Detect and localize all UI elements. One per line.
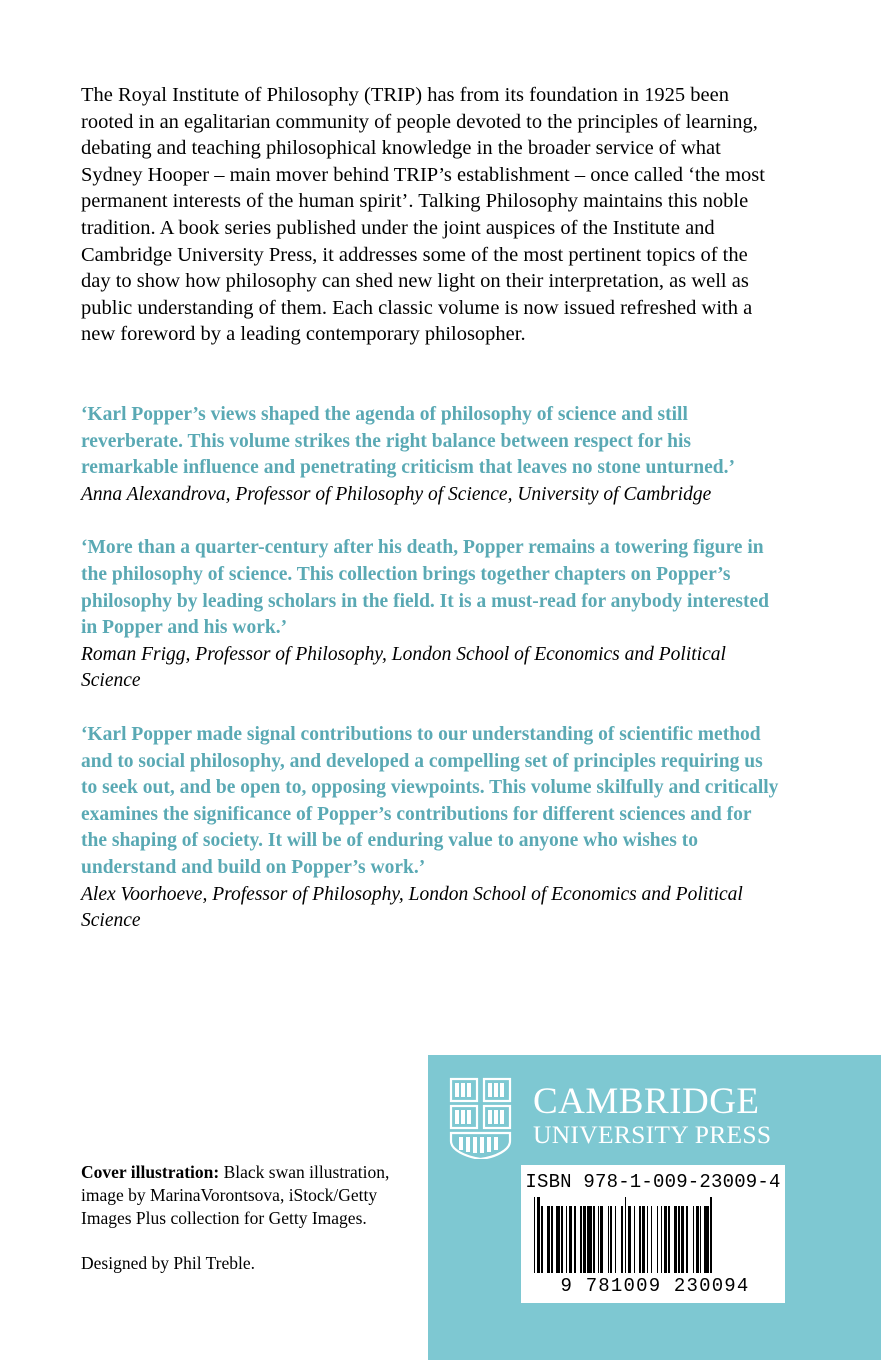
illustration-credit	[81, 1161, 411, 1230]
publisher-logo	[440, 1070, 800, 1162]
endorsement-quote: ‘Karl Popper made signal contributions to our understanding of scientific method and to social philosophy, and developed a compelling set of principles requiring us to seek out, and be open to, opposing viewpoints. This volume skilfully and critically examines the significance of Popper’s contributions for different sciences and for the shaping of society. It will be of enduring value to anyone who wishes to understand and build on Popper’s work.’	[81, 723, 779, 878]
endorsement-quote: ‘Karl Popper’s views shaped the agenda of philosophy of science and still reverberate. This volume strikes the right balance between respect for his remarkable influence and penetrating criticism that leaves no stone unturned.’	[81, 404, 735, 479]
endorsement-attribution: Anna Alexandrova, Professor of Philosophy of Science, University of Cambridge	[81, 483, 712, 505]
barcode-bars	[534, 1197, 772, 1273]
publisher-name	[533, 1083, 771, 1149]
endorsement-item	[81, 402, 781, 508]
illustration-credit-text: Black swan illustration, image by MarinaVorontsova, iStock/Getty Images Plus collection for Getty Images.	[81, 1162, 390, 1228]
endorsement-attribution: Alex Voorhoeve, Professor of Philosophy, London School of Economics and Political Science	[81, 883, 743, 932]
series-blurb: The Royal Institute of Philosophy (TRIP) has from its foundation in 1925 been rooted in an egalitarian community of people devoted to the principles of learning, debating and teaching philosophical knowledge in the broader service of what Sydney Hooper – main mover behind TRIP’s establishment – once called ‘the most permanent interests of the human spirit’. Talking Philosophy maintains this noble tradition. A book series published under the joint auspices of the Institute and Cambridge University Press, it addresses some of the most pertinent topics of the day to show how philosophy can shed new light on their interpretation, as well as public understanding of them. Each classic volume is now issued refreshed with a new foreword by a leading contemporary philosopher.	[81, 84, 765, 346]
endorsement-quote: ‘More than a quarter-century after his death, Popper remains a towering figure in the philosophy of science. This collection brings together chapters on Popper’s philosophy by leading scholars in the field. It is a must-read for anybody interested in Popper and his work.’	[81, 537, 770, 639]
isbn-barcode	[521, 1165, 785, 1303]
endorsement-attribution: Roman Frigg, Professor of Philosophy, London School of Economics and Political Science	[81, 643, 726, 692]
designer-credit: Designed by Phil Treble.	[81, 1253, 256, 1273]
cambridge-crest-icon	[445, 1073, 517, 1159]
endorsements-list	[81, 402, 781, 962]
isbn-label: ISBN 978-1-009-23009-4	[525, 1171, 781, 1193]
publisher-name-line1: CAMBRIDGE	[533, 1081, 760, 1123]
endorsement-item	[81, 722, 781, 935]
illustration-credit-label: Cover illustration:	[81, 1162, 220, 1182]
endorsement-item	[81, 535, 781, 695]
cover-credits	[81, 1161, 411, 1275]
publisher-name-line2: UNIVERSITY PRESS	[533, 1120, 772, 1150]
barcode-digits: 9 781009 230094	[560, 1275, 750, 1297]
